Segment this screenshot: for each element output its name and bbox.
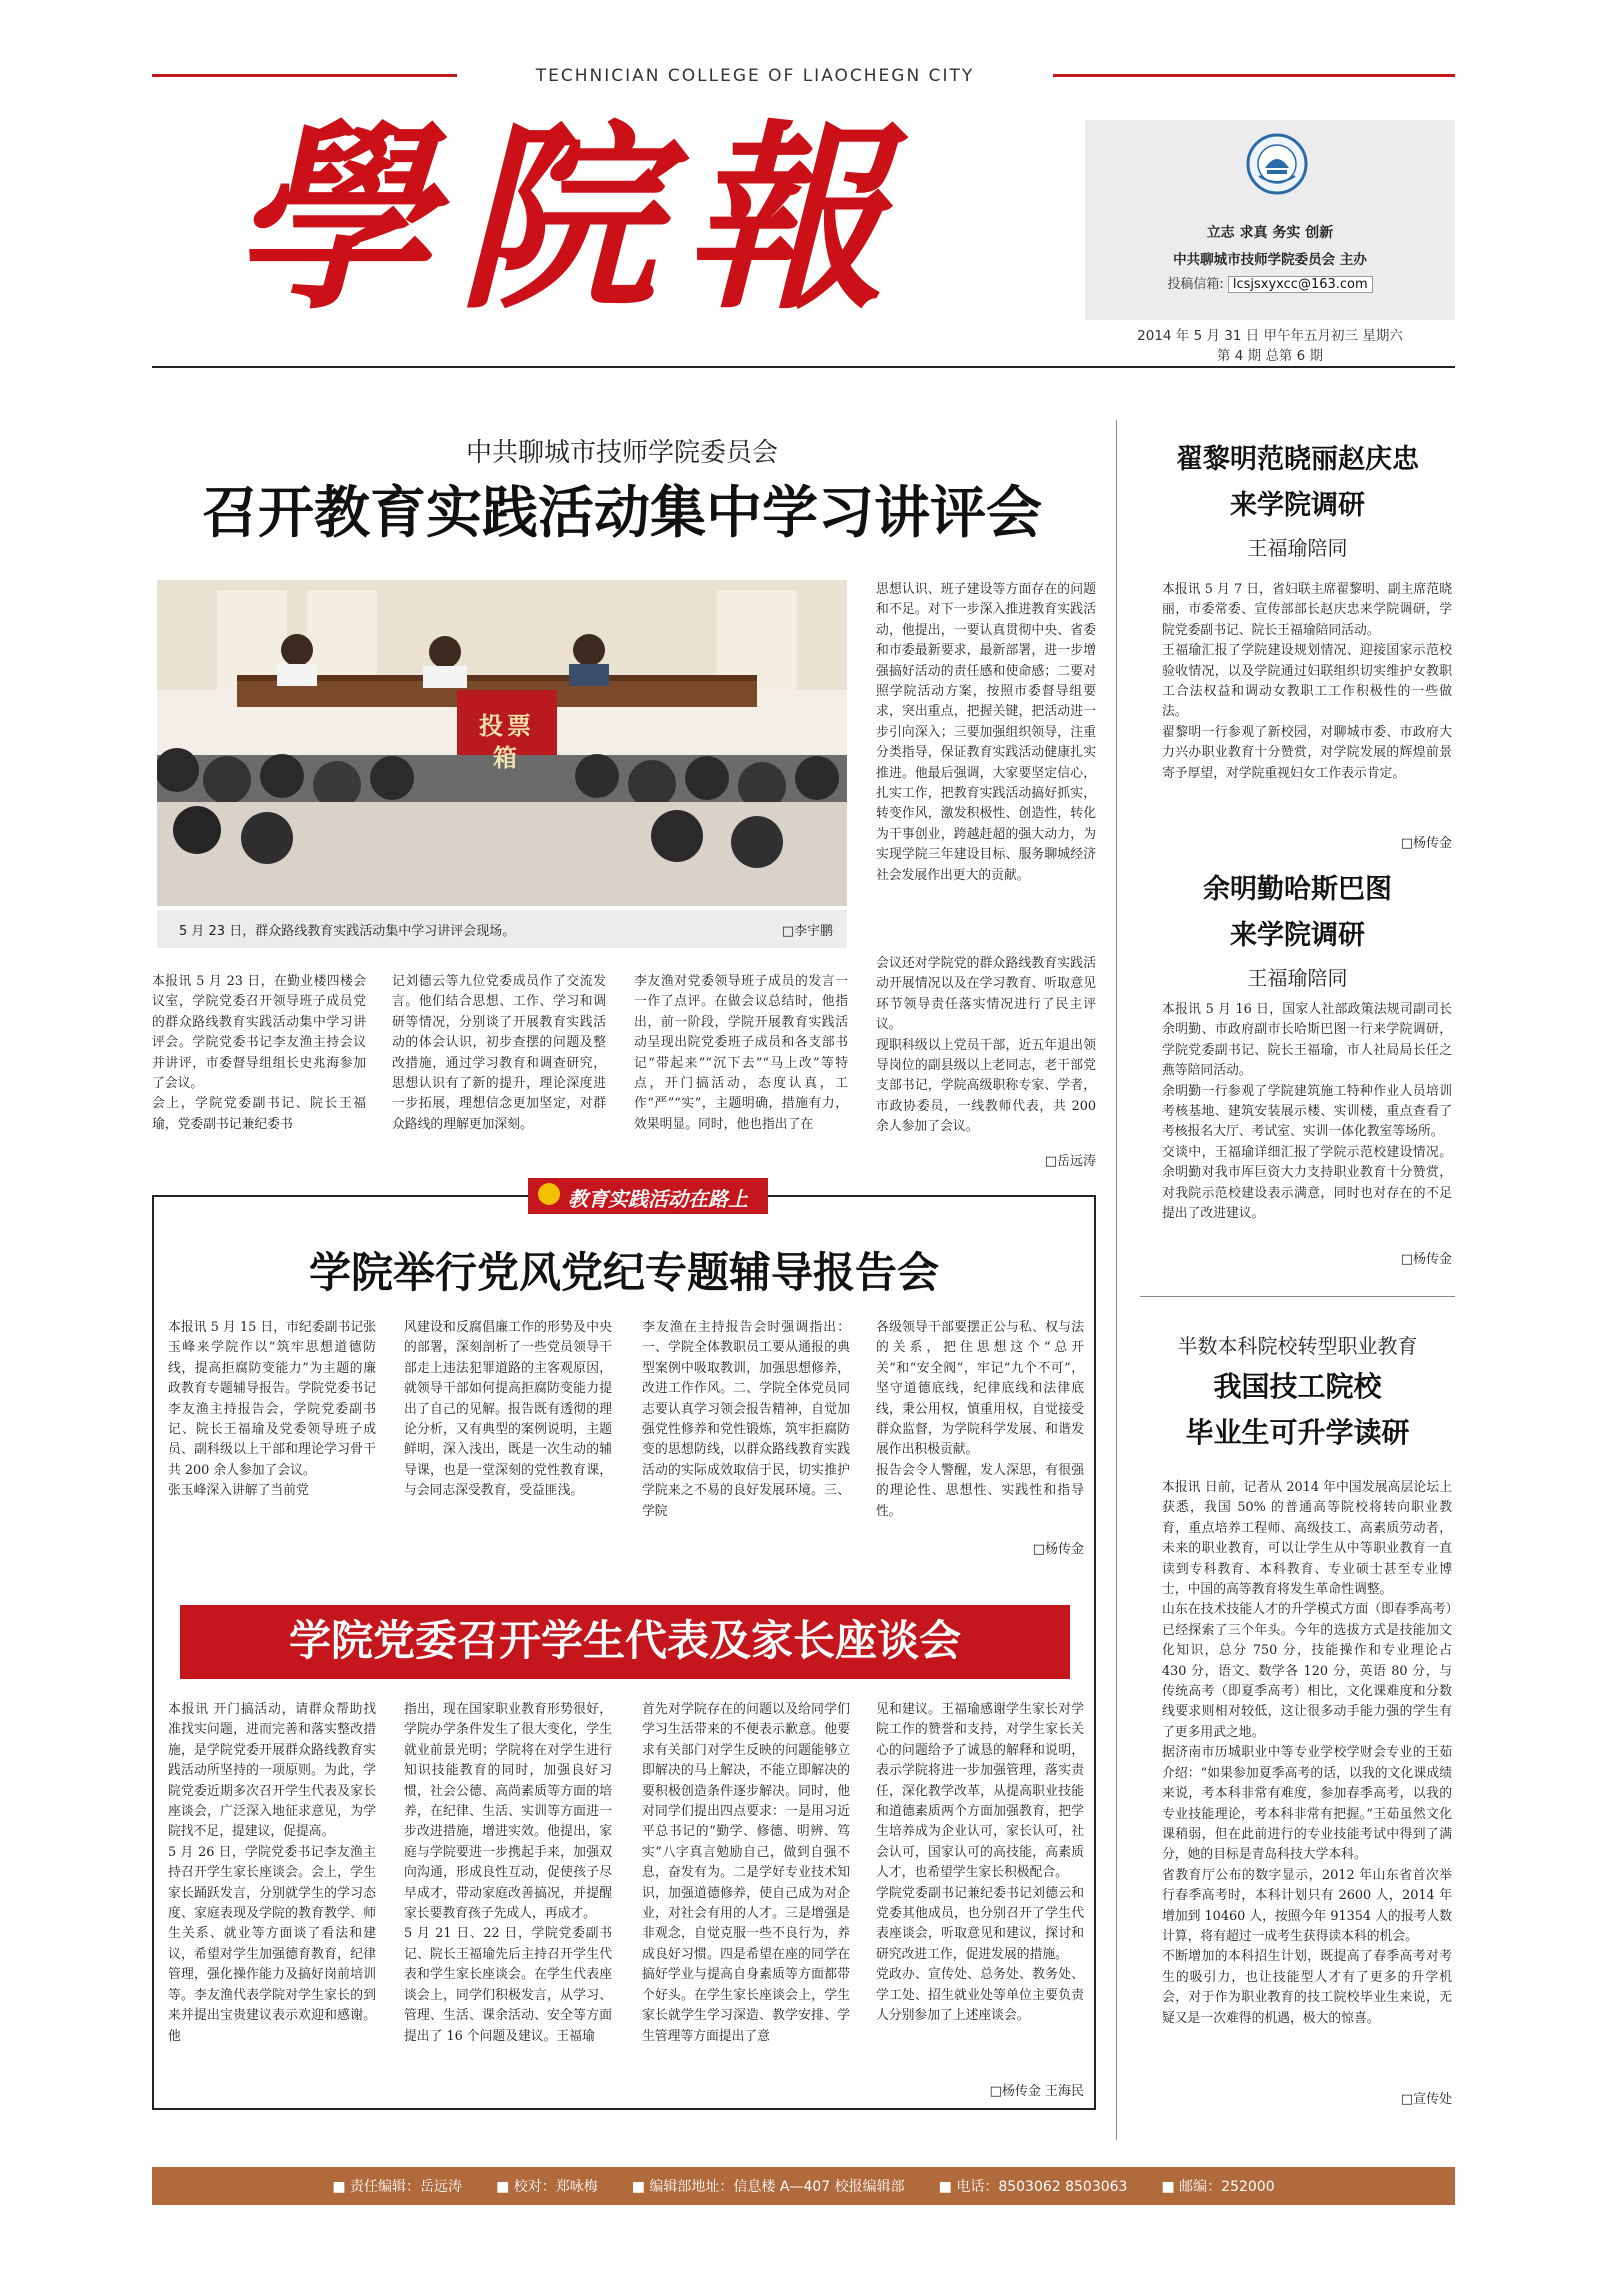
right3-kicker: 半数本科院校转型职业教育 bbox=[1177, 1334, 1418, 1358]
lead-column-4: 会议还对学院党的群众路线教育实践活动开展情况以及在学习教育、听取意见环节领导责任落实情况进行了民主评议。 现职科级以上党员干部，近五年退出领导岗位的副县级以上老同志，老干部党支部书记，学院高级职称专家、学者，市政协委员，一线教师代表，共 200 余人参加了会议。 bbox=[876, 956, 1096, 1135]
masthead-sponsor: 中共聊城市技师学院委员会 主办 bbox=[1173, 252, 1367, 268]
right2-headline-line2: 来学院调研 bbox=[1230, 920, 1365, 951]
lead-photo bbox=[157, 580, 847, 906]
footer-bar bbox=[152, 2167, 1455, 2205]
right1-body: 本报讯 5 月 7 日，省妇联主席翟黎明、副主席范晓丽，市委常委、宣传部部长赵庆忠来学院调研，学院党委副书记、院长王福瑜陪同活动。 王福瑜汇报了学院建设规划情况、迎接国家示范校验收情况，以及学院通过妇联组织切实维护女教职工合法权益和调动女教职工工作积极性的一些做法。 翟黎明一行参观了新校园，对聊城市委、市政府大力兴办职业教育十分赞赏，对学院发展的辉煌前景寄予厚望，对学院重视妇女工作表示肯定。 bbox=[1162, 582, 1452, 781]
photo-caption-bar bbox=[157, 910, 847, 948]
lead-byline: □岳远涛 bbox=[1044, 1154, 1096, 1169]
masthead-english: TECHNICIAN COLLEGE OF LIAOCHEGN CITY bbox=[535, 66, 975, 86]
masthead-info-box bbox=[1085, 120, 1455, 320]
party-byline: □杨传金 bbox=[1032, 1542, 1084, 1557]
email-label: 投稿信箱: bbox=[1167, 277, 1224, 292]
party-column-3: 李友渔在主持报告会时强调指出：一、学院全体教职员工要从通报的典型案例中吸取教训，加强思想修养，改进工作作风。二、学院全体党员同志要认真学习领会报告精神，自觉加强党性修养和党性锻炼，筑牢拒腐防变的思想防线，以群众路线教育实践活动的实际成效取信于民，切实推护学院来之不易的良好发展环境。三、学院 bbox=[642, 1320, 850, 1519]
party-column-2: 风建设和反腐倡廉工作的形势及中央的部署，深刻剖析了一些党员领导干部走上违法犯罪道路的主客观原因，就领导干部如何提高拒腐防变能力提出了自己的见解。报告既有透彻的理论分析，又有典型的案例说明，主题鲜明，深入浅出，既是一次生动的辅导课，也是一堂深刻的党性教育课，与会同志深受教育，受益匪浅。 bbox=[404, 1320, 612, 1499]
footer-editor: ■ 责任编辑：岳远涛 bbox=[332, 2179, 463, 2195]
masthead-motto: 立志 求真 务实 创新 bbox=[1206, 225, 1334, 241]
masthead-email-line bbox=[1085, 273, 1455, 292]
lead-column-2: 记刘德云等九位党委成员作了交流发言。他们结合思想、工作、学习和调研等情况，分别谈了开展教育实践活动的体会认识，初步查摆的问题及整改措施，通过学习教育和调查研究，思想认识有了新的提升，理论深度进一步拓展，理想信念更加坚定，对群众路线的理解更加深刻。 bbox=[392, 974, 606, 1132]
masthead-rule-left bbox=[152, 74, 457, 77]
right2-headline-line1: 余明勤哈斯巴图 bbox=[1203, 874, 1392, 905]
right3-byline: □宣传处 bbox=[1400, 2092, 1452, 2107]
lead-column-3: 李友渔对党委领导班子成员的发言一一作了点评。在做会议总结时，他指出，前一阶段，学院开展教育实践活动呈现出院党委班子成员和各支部书记“带起来”“沉下去”“马上改”等特点，开门搞活动，态度认真，工作“严”“实”，主题明确，措施有力，效果明显。同时，他也指出了在 bbox=[634, 974, 848, 1132]
right1-headline-line2: 来学院调研 bbox=[1230, 490, 1365, 521]
party-column-4: 各级领导干部要摆正公与私、权与法的关系，把住思想这个“总开关”和“安全阀”，牢记“九个不可”，坚守道德底线，纪律底线和法律底线，秉公用权，慎重用权，自觉接受群众监督，为学院科学发展、和谐发展作出积极贡献。 报告会令人警醒，发人深思，有很强的理论性、思想性、实践性和指导性。 bbox=[876, 1320, 1084, 1519]
ballot-box-sign: 投票箱 bbox=[479, 711, 535, 772]
lead-right-paragraph: 思想认识、班子建设等方面存在的问题和不足。对下一步深入推进教育实践活动，他提出，一要认真贯彻中央、省委和市委最新要求，最新部署，进一步增强搞好活动的责任感和使命感；二要对照学院活动方案，按照市委督导组要求，突出重点，把握关键，把活动进一步引向深入；三要加强组织领导，注重分类指导，保证教育实践活动健康扎实推进。他最后强调，大家要坚定信心，扎实工作，把教育实践活动搞好抓实，转变作风，激发积极性、创造性，转化为干事创业，跨越赶超的强大动力，为实现学院三年建设目标、服务聊城经济社会发展作出更大的贡献。 bbox=[876, 582, 1096, 883]
right1-sub: 王福瑜陪同 bbox=[1247, 536, 1348, 560]
right2-body: 本报讯 5 月 16 日，国家人社部政策法规司副司长余明勤、市政府副市长哈斯巴图一行来学院调研，学院党委副书记、院长王福瑜，市人社局局长任之燕等陪同活动。 余明勤一行参观了学院建筑施工特种作业人员培训考核基地、建筑安装展示楼、实训楼，重点查看了考核报名大厅、考试室、实训一体化教室等场所。 交谈中，王福瑜详细汇报了学院示范校建设情况。余明勤对我市厍巨资大力支持职业教育十分赞赏，对我院示范校建设表示满意，同时也对存在的不足提出了改进建议。 bbox=[1162, 1002, 1452, 1222]
email-address[interactable]: lcsjsxyxcc@163.com bbox=[1228, 276, 1373, 293]
footer-address: ■ 编辑部地址：信息楼 A—407 校报编辑部 bbox=[631, 2179, 905, 2195]
party-banner bbox=[528, 1178, 768, 1214]
right-section-divider bbox=[1140, 1296, 1455, 1297]
party-banner-label: 教育实践活动在路上 bbox=[568, 1187, 748, 1211]
parents-column-1: 本报讯 开门搞活动，请群众帮助找准找实问题，进而完善和落实整改措施，是学院党委开展群众路线教育实践活动所坚持的一项原则。为此，学院党委近期多次召开学生代表及家长座谈会，广泛深入地征求意见，为学院找不足，提建议，促提高。 5 月 26 日，学院党委书记李友渔主持召开学生家长座谈会。会上，学生家长踊跃发言，分别就学生的学习态度、家庭表现及学院的教育教学、师生关系、就业等方面谈了看法和建议，希望对学生加强德育教育，纪律管理，强化操作能力及搞好岗前培训等。李友渔代表学院对学生家长的到来并提出宝贵建议表示欢迎和感谢。他 bbox=[168, 1702, 376, 2044]
party-headline: 学院举行党风党纪专题辅导报告会 bbox=[308, 1248, 939, 1297]
parents-column-3: 首先对学院存在的问题以及给同学们学习生活带来的不便表示歉意。他要求有关部门对学生反映的问题能够立即解决的马上解决，不能立即解决的要积极创造条件逐步解决。同时，他对同学们提出四点要求：一是用习近平总书记的“勤学、修德、明辨、笃实”八字真言勉励自己，做到自强不息，奋发有为。二是学好专业技术知识，加强道德修养，使自己成为对企业，对社会有用的人才。三是增强是非观念，自觉克服一些不良行为，养成良好习惯。四是希望在座的同学在搞好学业与提高自身素质等方面都带个好头。在学生家长座谈会上，学生家长就学生学习深造、教学安排、学生管理等方面提出了意 bbox=[642, 1702, 850, 2044]
right1-byline: □杨传金 bbox=[1400, 836, 1452, 851]
parents-headline-bar bbox=[180, 1605, 1070, 1679]
party-emblem-icon bbox=[538, 1183, 560, 1205]
right3-body: 本报讯 日前，记者从 2014 年中国发展高层论坛上获悉，我国 50% 的普通高等院校将转向职业教育，重点培养工程师、高级技工、高素质劳动者，未来的职业教育，可以让学生从中等职业教育一直读到专科教育、本科教育、专业硕士甚至专业博士，中国的高等教育将发生革命性调整。 山东在技术技能人才的升学模式方面（即春季高考）已经探索了三个年头。今年的选拔方式是技能加文化知识，总分 750 分，技能操作和专业理论占 430 分，语文、数学各 120 分，英语 80 分，与传统高考（即夏季高考）相比，文化课难度和分数线要求则相对较低，这让很多动手能力强的学生有了更多用武之地。 据济南市历城职业中等专业学校学财会专业的王茹介绍：“如果参加夏季高考的话，以我的文化课成绩来说，考本科非常有难度，参加春季高考，以我的专业技能理论，考本科非常有把握。”王茹虽然文化课稍弱，但在此前进行的专业技能考试中得到了满分，她的目标是青岛科技大学本科。 省教育厅公布的数字显示，2012 年山东省首次举行春季高考时，本科计划只有 2600 人，2014 年增加到 10460 人，按照今年 91354 人的报考人数计算，将有超过一成考生获得读本科的机会。 不断增加的本科招生计划，既提高了春季高考对考生的吸引力，也让技能型人才有了更多的升学机会，对于作为职业教育的技工院校毕业生来说，无疑又是一次难得的机遇，极大的惊喜。 bbox=[1162, 1480, 1452, 2026]
lead-column-1: 本报讯 5 月 23 日，在勤业楼四楼会议室，学院党委召开领导班子成员党的群众路线教育实践活动集中学习讲评会。学院党委书记李友渔主持会议并讲评，市委督导组组长史兆海参加了会议。 会上，学院党委副书记、院长王福瑜，党委副书记兼纪委书 bbox=[152, 974, 366, 1132]
masthead-date: 2014 年 5 月 31 日 甲午年五月初三 星期六 bbox=[1137, 328, 1403, 344]
parents-headline: 学院党委召开学生代表及家长座谈会 bbox=[288, 1616, 961, 1665]
right3-headline-line2: 毕业生可升学读研 bbox=[1185, 1416, 1410, 1449]
right2-sub: 王福瑜陪同 bbox=[1247, 966, 1348, 990]
photo-caption: 5 月 23 日，群众路线教育实践活动集中学习讲评会现场。 bbox=[179, 924, 516, 939]
masthead-title: 學院報 bbox=[232, 102, 911, 337]
lead-text-right-column bbox=[876, 580, 1096, 940]
lead-headline: 召开教育实践活动集中学习讲评会 bbox=[202, 480, 1042, 546]
college-logo bbox=[1245, 132, 1309, 196]
right-column-divider bbox=[1116, 420, 1117, 2140]
party-column-1: 本报讯 5 月 15 日，市纪委副书记张玉峰来学院作以“筑牢思想道德防线，提高拒腐防变能力”为主题的廉政教育专题辅导报告。学院党委书记李友渔主持报告会，学院党委副书记、院长王福瑜及党委领导班子成员、副科级以上干部和理论学习骨干共 200 余人参加了会议。 张玉峰深入讲解了当前党 bbox=[168, 1320, 376, 1499]
lead-kicker: 中共聊城市技师学院委员会 bbox=[465, 438, 778, 468]
right3-headline-line1: 我国技工院校 bbox=[1213, 1370, 1382, 1403]
footer-proofreader: ■ 校对：郑咏梅 bbox=[496, 2179, 598, 2195]
right2-byline: □杨传金 bbox=[1400, 1252, 1452, 1267]
footer-postcode: ■ 邮编：252000 bbox=[1161, 2179, 1275, 2195]
masthead-bottom-rule bbox=[152, 366, 1455, 368]
parents-column-4: 见和建议。王福瑜感谢学生家长对学院工作的赞誉和支持，对学生家长关心的问题给予了诚恳的解释和说明，表示学院将进一步加强管理，落实责任，深化教学改革，从提高职业技能和道德素质两个方面加强教育，把学生培养成为企业认可，家长认可，社会认可，国家认可的高技能，高素质人才，也希望学生家长积极配合。 学院党委副书记兼纪委书记刘德云和党委其他成员，也分别召开了学生代表座谈会，听取意见和建议，探讨和研究改进工作，促进发展的措施。 党政办、宣传处、总务处、教务处、学工处、招生就业处等单位主要负责人分别参加了上述座谈会。 bbox=[876, 1702, 1084, 2024]
parents-byline: □杨传金 王海民 bbox=[989, 2084, 1084, 2099]
masthead-issue: 第 4 期 总第 6 期 bbox=[1216, 348, 1324, 364]
right1-headline-line1: 翟黎明范晓丽赵庆忠 bbox=[1176, 444, 1419, 475]
parents-column-2: 指出，现在国家职业教育形势很好，学院办学条件发生了很大变化，学生就业前景光明；学院将在对学生进行知识技能教育的同时，加强良好习惯，社会公德、高尚素质等方面的培养，在纪律、生活、实训等方面进一步改进措施，增进实效。他提出，家庭与学院要进一步携起手来，加强双向沟通，形成良性互动，促使孩子尽早成才，带动家庭改善搞况，并提醒家长要教育孩子先成人，再成才。 5 月 21 日、22 日，学院党委副书记、院长王福瑜先后主持召开学生代表和学生家长座谈会。在学生代表座谈会上，同学们积极发言，从学习、管理、生活、课余活动、安全等方面提出了 16 个问题及建议。王福瑜 bbox=[404, 1702, 612, 2044]
masthead-rule-right bbox=[1053, 74, 1455, 77]
photo-credit: □李宇鹏 bbox=[781, 924, 833, 939]
footer-phone: ■ 电话：8503062 8503063 bbox=[938, 2179, 1128, 2195]
